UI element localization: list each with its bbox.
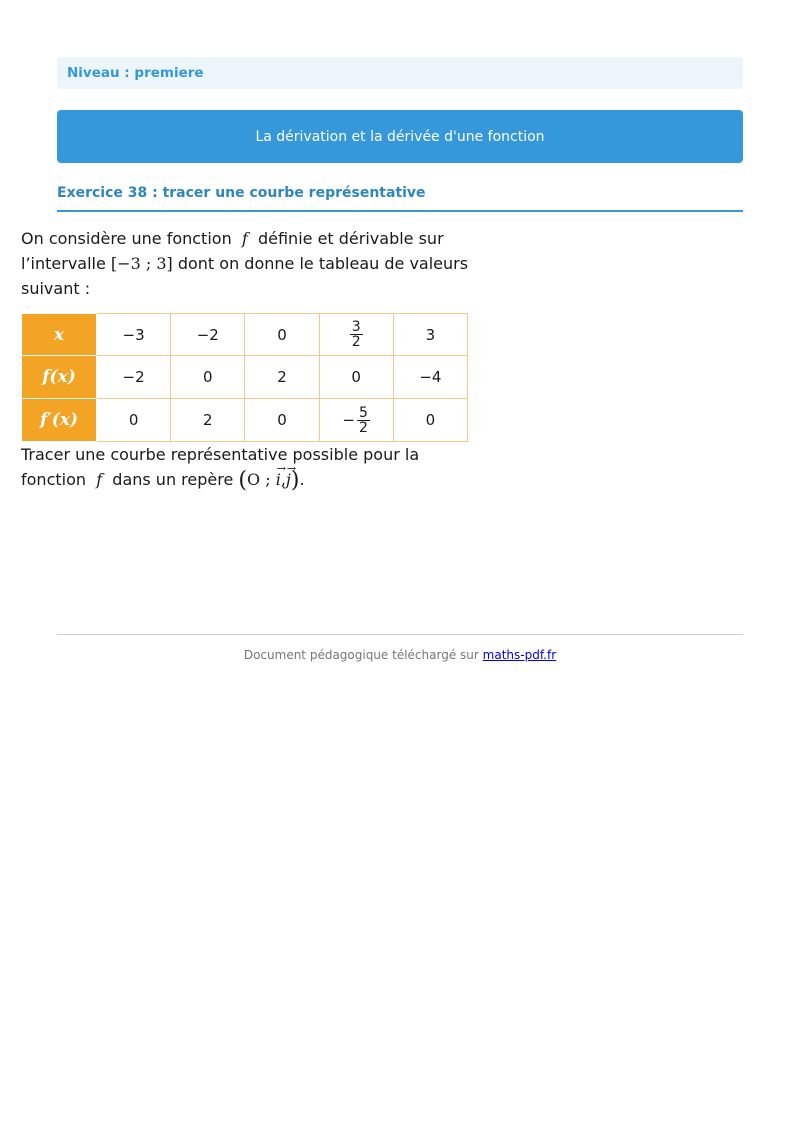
table-cell: −2	[97, 356, 171, 399]
frame-notation: (O ; → i,→ j).	[238, 470, 304, 489]
table-cell: −4	[393, 356, 467, 399]
row-head-fpx: f′(x)	[22, 399, 97, 442]
footer-link[interactable]: maths-pdf.fr	[482, 648, 557, 662]
intro-line-1: On considère une fonction f définie et dérivable sur	[21, 229, 444, 248]
footer-text: Document pédagogique téléchargé sur	[243, 648, 479, 662]
question-line-1: Tracer une courbe représentative possible pour la	[21, 445, 420, 464]
chapter-title: La dérivation et la dérivée d'une fonction	[255, 128, 545, 145]
values-table	[21, 313, 468, 442]
table-cell	[319, 314, 393, 356]
exercise-title: Exercice 38 : tracer une courbe représentative	[57, 185, 743, 212]
table-cell: 0	[393, 399, 467, 442]
row-head-x: x	[22, 314, 97, 356]
table-cell: 2	[245, 356, 319, 399]
table-cell: −2	[171, 314, 245, 356]
table-row	[22, 314, 468, 356]
table-cell: 0	[171, 356, 245, 399]
intro-line-3: suivant :	[21, 279, 91, 298]
page	[57, 57, 743, 212]
table-row	[22, 356, 468, 399]
table-cell: 0	[245, 399, 319, 442]
table-cell: 0	[245, 314, 319, 356]
table-cell: 3	[393, 314, 467, 356]
interval: [−3 ; 3]	[110, 254, 173, 273]
minus-sign: −	[342, 411, 355, 429]
table-row	[22, 399, 468, 442]
fraction-five-halves: $\frac{5}{2}$	[358, 404, 368, 436]
function-symbol: f	[96, 470, 103, 489]
table-cell: 0	[319, 356, 393, 399]
level-label: Niveau : premiere	[67, 65, 204, 81]
footer	[57, 648, 743, 662]
footer-divider	[57, 634, 743, 635]
table-cell: 2	[171, 399, 245, 442]
vector-j: → j	[286, 467, 291, 492]
table-cell: −3	[97, 314, 171, 356]
level-bar	[57, 57, 743, 89]
table-cell: 0	[97, 399, 171, 442]
vector-i: → i	[276, 467, 281, 492]
fraction-three-halves: $\frac{3}{2}$	[351, 319, 361, 350]
function-symbol: f	[241, 229, 248, 248]
question-line-2: fonction f dans un repère (O ; → i,→ j).	[21, 467, 491, 493]
table-cell	[319, 399, 393, 442]
row-head-fx: f(x)	[22, 356, 97, 399]
intro-line-2: l’intervalle [−3 ; 3] dont on donne le tableau de valeurs	[21, 254, 469, 273]
problem-statement	[21, 226, 491, 493]
chapter-banner	[57, 110, 743, 163]
